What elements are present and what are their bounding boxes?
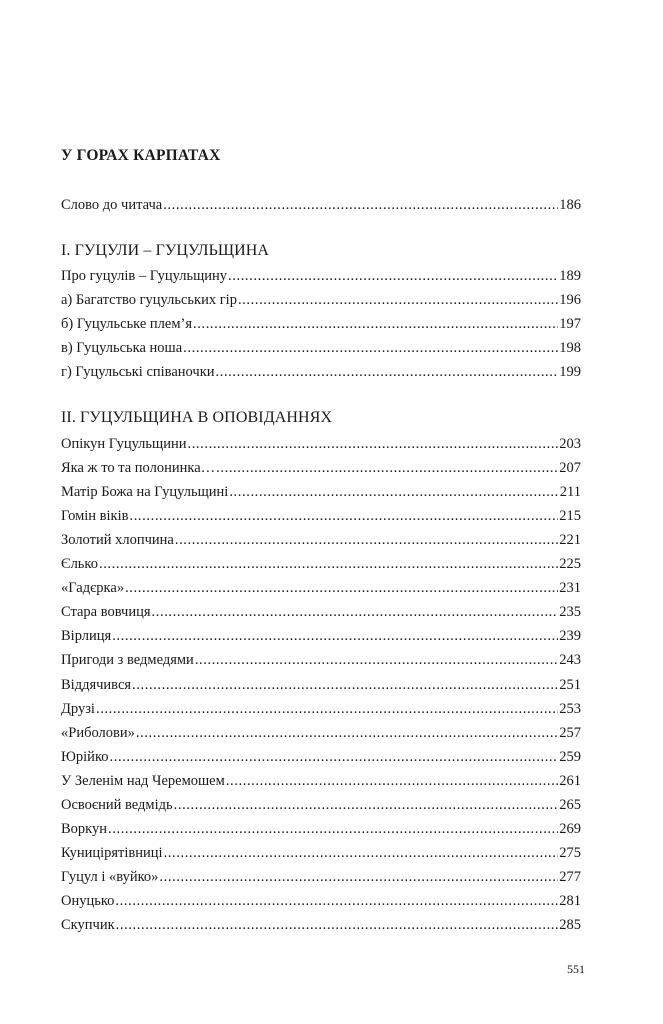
entry-title: Золотий хлопчина — [61, 532, 174, 548]
entry-title: Скупчик — [61, 917, 115, 933]
entry-title: Матір Божа на Гуцульщині — [61, 484, 229, 500]
dot-leader — [216, 362, 559, 382]
entry-title: «Гадєрка» — [61, 580, 125, 596]
toc-entry — [61, 795, 581, 815]
toc-entry — [61, 699, 581, 719]
entry-page: 239 — [559, 628, 581, 644]
entry-title: Гуцул і «вуйко» — [61, 869, 159, 885]
entry-page: 281 — [559, 893, 581, 909]
toc-entry — [61, 434, 581, 454]
entry-title: Освоєний ведмідь — [61, 797, 173, 813]
page-number: 551 — [567, 962, 585, 976]
entry-title: Воркун — [61, 821, 108, 837]
dot-leader — [193, 314, 558, 334]
entry-title: Стара вовчиця — [61, 604, 151, 620]
toc-entry — [61, 362, 581, 382]
entry-title: г) Гуцульські співаночки — [61, 364, 215, 380]
dot-leader — [163, 195, 558, 215]
entry-page: 225 — [559, 556, 581, 572]
dot-leader — [129, 506, 558, 526]
entry-title: Пригоди з ведмедями — [61, 652, 194, 668]
dot-leader — [228, 266, 558, 286]
entry-page: 189 — [559, 268, 581, 284]
entry-title: Яка ж то та полонинка… — [61, 460, 216, 476]
toc-entry — [61, 675, 581, 695]
entry-title: Опікун Гуцульщини — [61, 436, 187, 452]
entry-page: 235 — [559, 604, 581, 620]
entry-title: Віддячився — [61, 677, 132, 693]
entry-page: 221 — [559, 532, 581, 548]
dot-leader — [152, 602, 559, 622]
dot-leader — [175, 530, 558, 550]
dot-leader — [216, 458, 558, 478]
toc-entry — [61, 723, 581, 743]
toc-entry — [61, 891, 581, 911]
entry-page: 275 — [559, 845, 581, 861]
dot-leader — [187, 434, 558, 454]
toc-entry — [61, 290, 581, 310]
entry-title: а) Багатство гуцульських гір — [61, 292, 237, 308]
toc-entry — [61, 602, 581, 622]
entry-page: 285 — [559, 917, 581, 933]
toc-entry — [61, 482, 581, 502]
toc-entry — [61, 338, 581, 358]
dot-leader — [96, 699, 558, 719]
dot-leader — [229, 482, 558, 502]
entry-page: 203 — [559, 436, 581, 452]
entry-title: Юрійко — [61, 749, 109, 765]
toc-entry — [61, 747, 581, 767]
entry-page: 243 — [559, 652, 581, 668]
toc-entry — [61, 867, 581, 887]
dot-leader — [164, 843, 559, 863]
toc-entry — [61, 915, 581, 935]
entry-page: 199 — [559, 364, 581, 380]
entry-page: 269 — [559, 821, 581, 837]
dot-leader — [226, 771, 558, 791]
section-heading: ІІ. ГУЦУЛЬЩИНА В ОПОВІДАННЯХ — [61, 409, 333, 426]
dot-leader — [238, 290, 558, 310]
entry-page: 259 — [559, 749, 581, 765]
entry-page: 261 — [559, 773, 581, 789]
entry-title: б) Гуцульське плем’я — [61, 316, 193, 332]
toc-entry — [61, 650, 581, 670]
entry-page: 198 — [559, 340, 581, 356]
entry-title: Про гуцулів – Гуцульщину — [61, 268, 228, 284]
toc-entry — [61, 626, 581, 646]
toc-entry — [61, 554, 581, 574]
entry-page: 257 — [559, 725, 581, 741]
entry-title: Вірлиця — [61, 628, 112, 644]
entry-title: Гомін віків — [61, 508, 129, 524]
dot-leader — [110, 747, 559, 767]
dot-leader — [136, 723, 558, 743]
entry-page: 196 — [559, 292, 581, 308]
entry-page: 197 — [559, 316, 581, 332]
entry-page: 186 — [559, 197, 581, 213]
dot-leader — [116, 915, 559, 935]
entry-page: 277 — [559, 869, 581, 885]
entry-title: Слово до читача — [61, 197, 163, 213]
toc-entry — [61, 506, 581, 526]
entry-title: Єлько — [61, 556, 98, 572]
dot-leader — [159, 867, 558, 887]
toc-entry — [61, 843, 581, 863]
toc-entry — [61, 195, 581, 215]
dot-leader — [99, 554, 558, 574]
toc-entry — [61, 530, 581, 550]
entry-page: 215 — [559, 508, 581, 524]
section-heading: І. ГУЦУЛИ – ГУЦУЛЬЩИНА — [61, 242, 270, 259]
entry-page: 265 — [559, 797, 581, 813]
entry-title: Друзі — [61, 701, 95, 717]
toc-entry — [61, 819, 581, 839]
entry-title: Куницірятівниці — [61, 845, 163, 861]
dot-leader — [132, 675, 558, 695]
entry-page: 207 — [559, 460, 581, 476]
dot-leader — [183, 338, 558, 358]
dot-leader — [108, 819, 558, 839]
dot-leader — [174, 795, 559, 815]
dot-leader — [125, 578, 558, 598]
entry-page: 211 — [559, 484, 581, 500]
toc-entry — [61, 266, 581, 286]
toc-entry — [61, 771, 581, 791]
dot-leader — [112, 626, 558, 646]
entry-title: в) Гуцульська ноша — [61, 340, 183, 356]
dot-leader — [115, 891, 558, 911]
entry-title: У Зеленім над Черемошем — [61, 773, 225, 789]
entry-page: 251 — [559, 677, 581, 693]
entry-title: Онуцько — [61, 893, 115, 909]
entry-page: 253 — [559, 701, 581, 717]
entry-title: «Риболови» — [61, 725, 135, 741]
toc-title: У ГОРАХ КАРПАТАХ — [61, 147, 221, 164]
toc-entry — [61, 458, 581, 478]
toc-entry — [61, 578, 581, 598]
toc-entry — [61, 314, 581, 334]
entry-page: 231 — [559, 580, 581, 596]
dot-leader — [195, 650, 558, 670]
